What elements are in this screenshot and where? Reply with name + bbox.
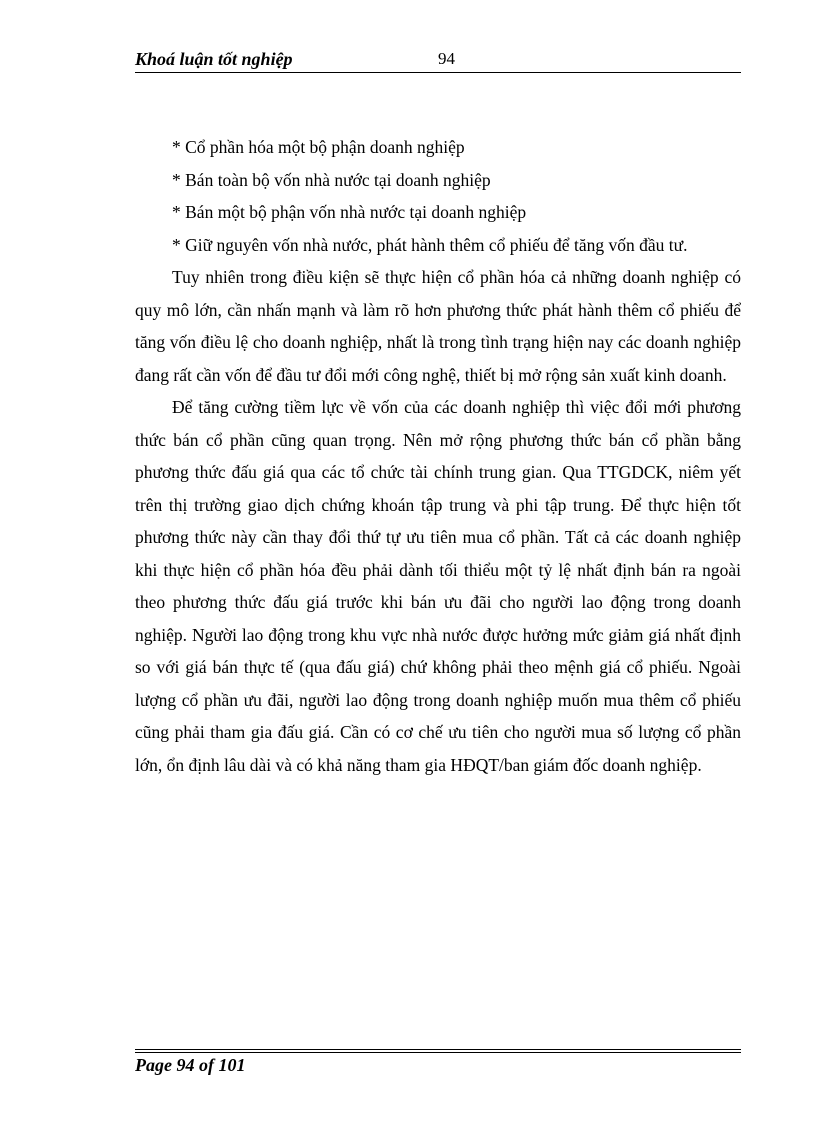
paragraph: Tuy nhiên trong điều kiện sẽ thực hiện cổ phần hóa cả những doanh nghiệp có quy mô lớn, cần nhấn mạnh và làm rõ hơn phương thức phát hành thêm cổ phiếu để tăng vốn điều lệ cho doanh nghiệp, nhất là trong tình trạng hiện nay các doanh nghiệp đang rất cần vốn để đầu tư đổi mới công nghệ, thiết bị mở rộng sản xuất kinh doanh. xyxy=(135,267,741,385)
footer-rule-top xyxy=(135,1049,741,1050)
header-page-number: 94 xyxy=(438,49,455,68)
header-title: Khoá luận tốt nghiệp xyxy=(135,49,293,69)
header-rule xyxy=(135,72,741,73)
bullet-item: * Giữ nguyên vốn nhà nước, phát hành thêm cổ phiếu để tăng vốn đầu tư. xyxy=(172,234,688,255)
footer-page-info: Page 94 of 101 xyxy=(135,1055,246,1075)
document-body xyxy=(135,131,741,781)
bullet-item: * Bán toàn bộ vốn nhà nước tại doanh nghiệp xyxy=(172,169,491,190)
footer-rule-bottom xyxy=(135,1052,741,1053)
page-header xyxy=(135,49,741,73)
bullet-item: * Bán một bộ phận vốn nhà nước tại doanh nghiệp xyxy=(172,202,527,222)
bullet-item: * Cổ phần hóa một bộ phận doanh nghiệp xyxy=(172,137,465,157)
paragraph: Để tăng cường tiềm lực về vốn của các doanh nghiệp thì việc đổi mới phương thức bán cổ phần cũng quan trọng. Nên mở rộng phương thức bán cổ phần bằng phương thức đấu giá qua các tổ chức tài chính trung gian. Qua TTGDCK, niêm yết trên thị trường giao dịch chứng khoán tập trung và phi tập trung. Để thực hiện tốt phương thức này cần thay đổi thứ tự ưu tiên mua cổ phần. Tất cả các doanh nghiệp khi thực hiện cổ phần hóa đều phải dành tối thiểu một tỷ lệ nhất định bán ra ngoài theo phương thức đấu giá trước khi bán ưu đãi cho người lao động trong doanh nghiệp. Người lao động trong khu vực nhà nước được hưởng mức giảm giá nhất định so với giá bán thực tế (qua đấu giá) chứ không phải theo mệnh giá cổ phiếu. Ngoài lượng cổ phần ưu đãi, người lao động trong doanh nghiệp muốn mua thêm cổ phiếu cũng phải tham gia đấu giá. Cần có cơ chế ưu tiên cho người mua số lượng cổ phần lớn, ổn định lâu dài và có khả năng tham gia HĐQT/ban giám đốc doanh nghiệp. xyxy=(135,397,741,775)
